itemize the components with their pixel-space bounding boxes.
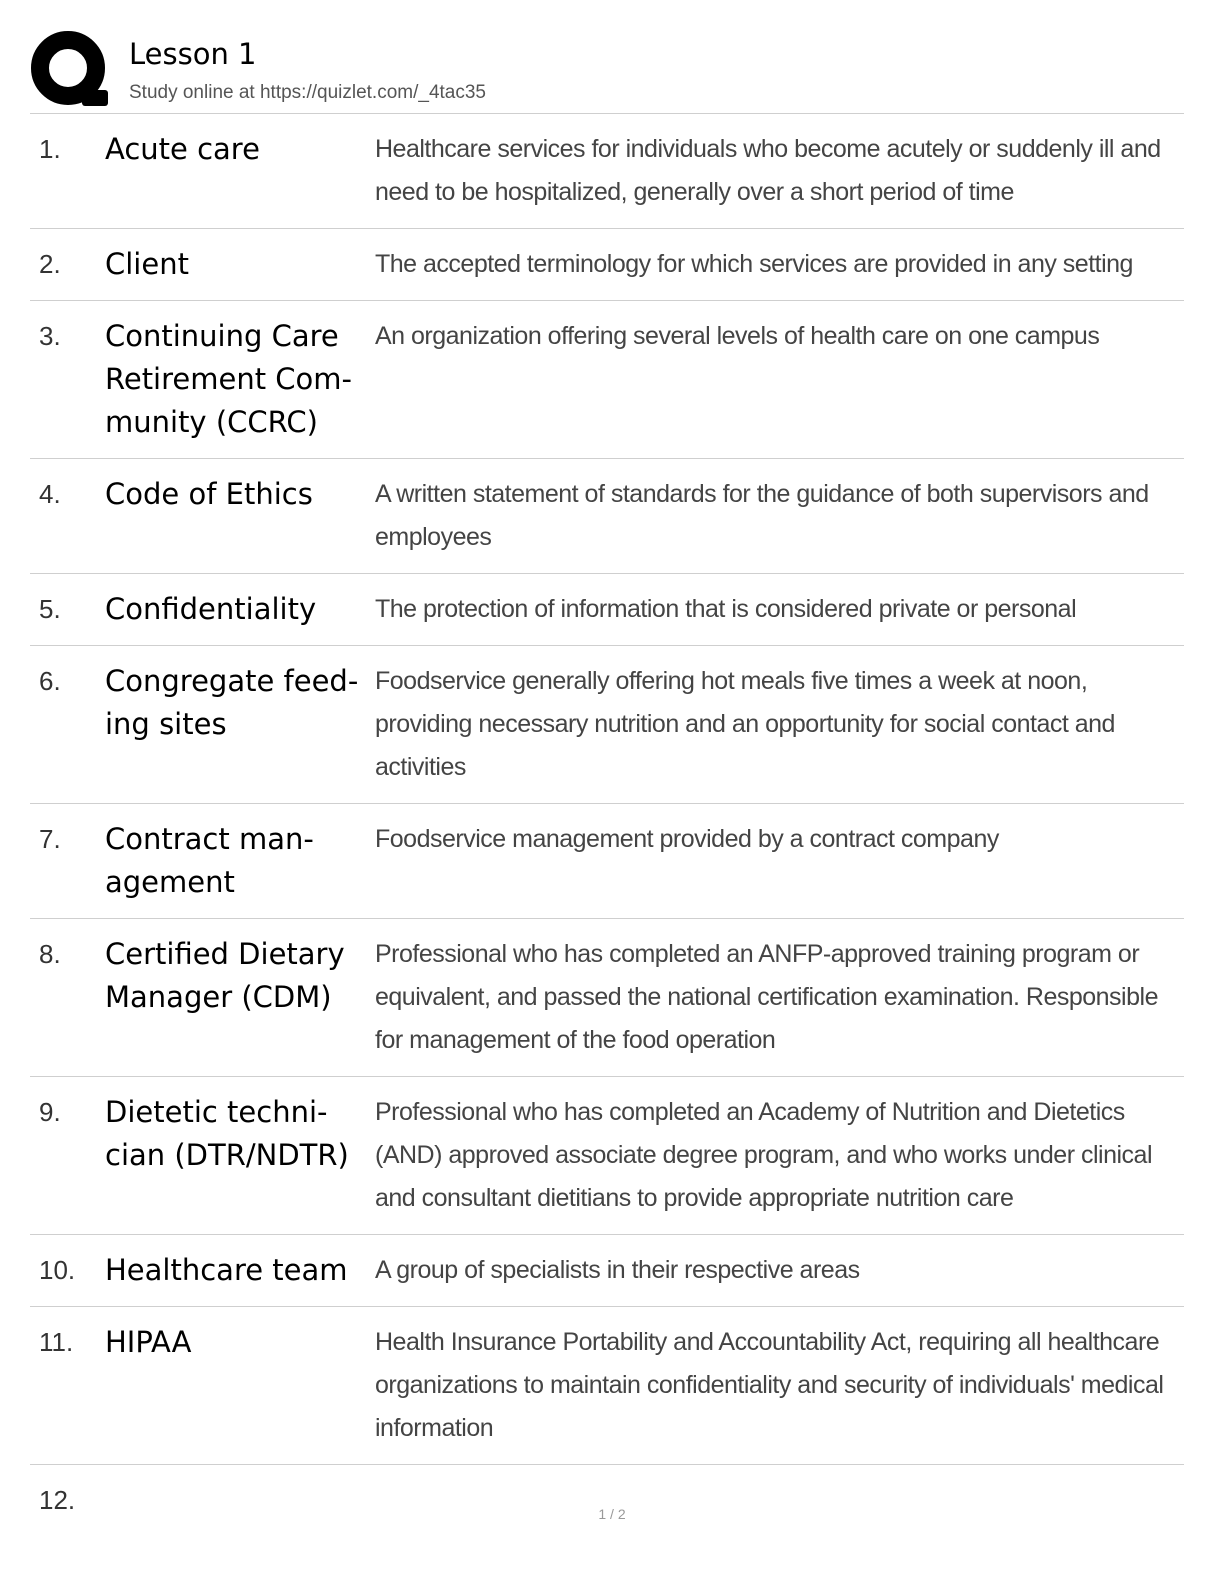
- card-definition: Professional who has completed an ANFP-approved training program or equivalent, and passed the national certification examination. Responsible for management of the food operation: [375, 940, 1158, 1054]
- card-term: HIPAA: [105, 1325, 192, 1359]
- card-row: [30, 459, 1184, 574]
- card-number: 10.: [39, 1255, 76, 1285]
- card-definition: A written statement of standards for the guidance of both supervisors and employees: [375, 480, 1149, 551]
- flashcard-list: [30, 114, 1184, 1536]
- card-number: 9.: [39, 1097, 61, 1127]
- card-term: Healthcare team: [105, 1253, 348, 1287]
- card-term: Dietetic technician (DTR/NDTR): [105, 1095, 349, 1172]
- card-row: [30, 1077, 1184, 1235]
- card-number: 8.: [39, 939, 61, 969]
- card-term: Acute care: [105, 132, 260, 166]
- card-row-partial: [30, 1465, 1184, 1536]
- card-term: Client: [105, 247, 189, 281]
- page-header: [30, 30, 1184, 114]
- card-term: Congregate feeding sites: [105, 664, 359, 741]
- card-number: 3.: [39, 321, 61, 351]
- card-row: [30, 229, 1184, 301]
- card-definition: Professional who has completed an Academy of Nutrition and Dietetics (AND) approved associate degree program, and who works under clinical and consultant dietitians to provide appropriate nutrition care: [375, 1098, 1153, 1212]
- card-number: 6.: [39, 666, 61, 696]
- card-definition: The protection of information that is considered private or personal: [375, 595, 1077, 623]
- quizlet-logo-icon: [30, 30, 110, 110]
- card-definition: The accepted terminology for which services are provided in any setting: [375, 250, 1133, 278]
- page-number: 1 / 2: [598, 1506, 626, 1522]
- card-number: 1.: [39, 134, 61, 164]
- page-title: Lesson 1: [129, 37, 257, 71]
- card-number: 7.: [39, 824, 61, 854]
- card-definition: A group of specialists in their respective areas: [375, 1256, 860, 1284]
- card-term: Continuing Care Retirement Community (CCRC): [105, 319, 353, 439]
- card-definition: Health Insurance Portability and Accountability Act, requiring all healthcare organizations to maintain confidentiality and security of individuals' medical information: [375, 1328, 1164, 1442]
- card-row: [30, 301, 1184, 459]
- card-row: [30, 646, 1184, 804]
- card-number: 2.: [39, 249, 61, 279]
- study-online-link[interactable]: Study online at https://quizlet.com/_4tac35: [129, 82, 486, 103]
- card-row: [30, 1235, 1184, 1307]
- card-row: [30, 1307, 1184, 1465]
- card-definition: Foodservice generally offering hot meals five times a week at noon, providing necessary nutrition and an opportunity for social contact and activities: [375, 667, 1115, 781]
- card-term: Confidentiality: [105, 592, 317, 626]
- card-definition: Healthcare services for individuals who become acutely or suddenly ill and need to be hospitalized, generally over a short period of time: [375, 135, 1161, 206]
- card-row: [30, 919, 1184, 1077]
- card-term: Contract management: [105, 822, 314, 899]
- card-row: [30, 804, 1184, 919]
- card-row: [30, 114, 1184, 229]
- card-term: Certified Dietary Manager (CDM): [105, 937, 345, 1014]
- card-number: 12.: [39, 1485, 76, 1515]
- card-row: [30, 574, 1184, 646]
- card-definition: An organization offering several levels of health care on one campus: [375, 322, 1100, 350]
- card-number: 4.: [39, 479, 61, 509]
- card-number: 11.: [39, 1327, 74, 1357]
- card-term: Code of Ethics: [105, 477, 313, 511]
- card-number: 5.: [39, 594, 61, 624]
- card-definition: Foodservice management provided by a contract company: [375, 825, 999, 853]
